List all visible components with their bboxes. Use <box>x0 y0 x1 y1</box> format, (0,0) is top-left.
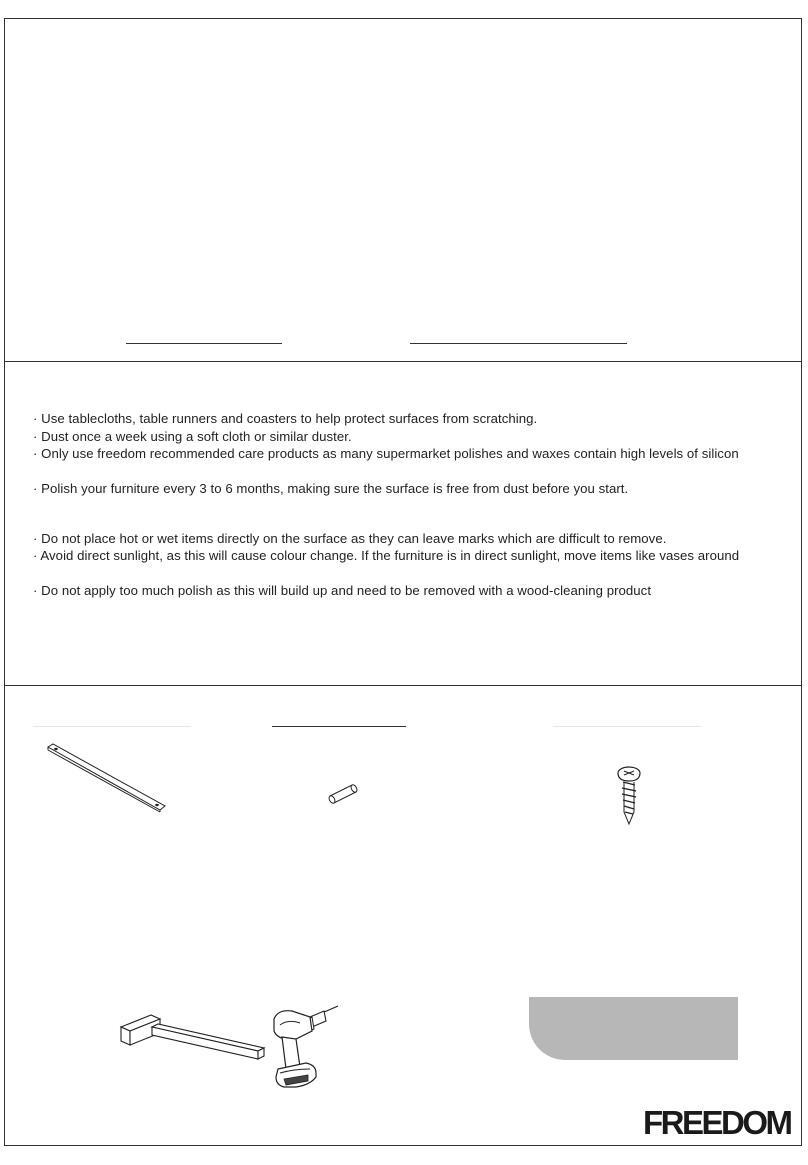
signature-line-right <box>410 343 627 344</box>
care-line: · Only use freedom recommended care products as many supermarket polishes and waxes contain high levels of silicon <box>33 446 739 461</box>
power-drill-icon <box>270 1003 342 1089</box>
gray-label-tab <box>529 997 738 1060</box>
dowel-icon <box>326 782 360 806</box>
care-line: · Polish your furniture every 3 to 6 months, making sure the surface is free from dust before you start. <box>33 481 629 496</box>
hammer-icon <box>118 1005 268 1069</box>
care-line: · Avoid direct sunlight, as this will cause colour change. If the furniture is in direct sunlight, move items like vases around <box>33 548 740 563</box>
care-line: · Do not place hot or wet items directly on the surface as they can leave marks which are difficult to remove. <box>33 531 667 546</box>
care-line: · Do not apply too much polish as this will build up and need to be removed with a wood-cleaning product <box>33 583 652 598</box>
parts-divider-left <box>33 726 191 727</box>
freedom-logo: FREEDOM <box>643 1104 791 1141</box>
header-panel <box>4 18 802 362</box>
care-line: · Dust once a week using a soft cloth or similar duster. <box>33 429 352 444</box>
screw-icon <box>614 764 644 826</box>
care-instructions-panel <box>4 361 802 686</box>
parts-divider-right <box>553 726 701 727</box>
parts-divider-center <box>272 726 406 727</box>
care-line: · Use tablecloths, table runners and coasters to help protect surfaces from scratching. <box>33 411 538 426</box>
metal-strip-icon <box>44 742 168 814</box>
signature-line-left <box>126 343 282 344</box>
